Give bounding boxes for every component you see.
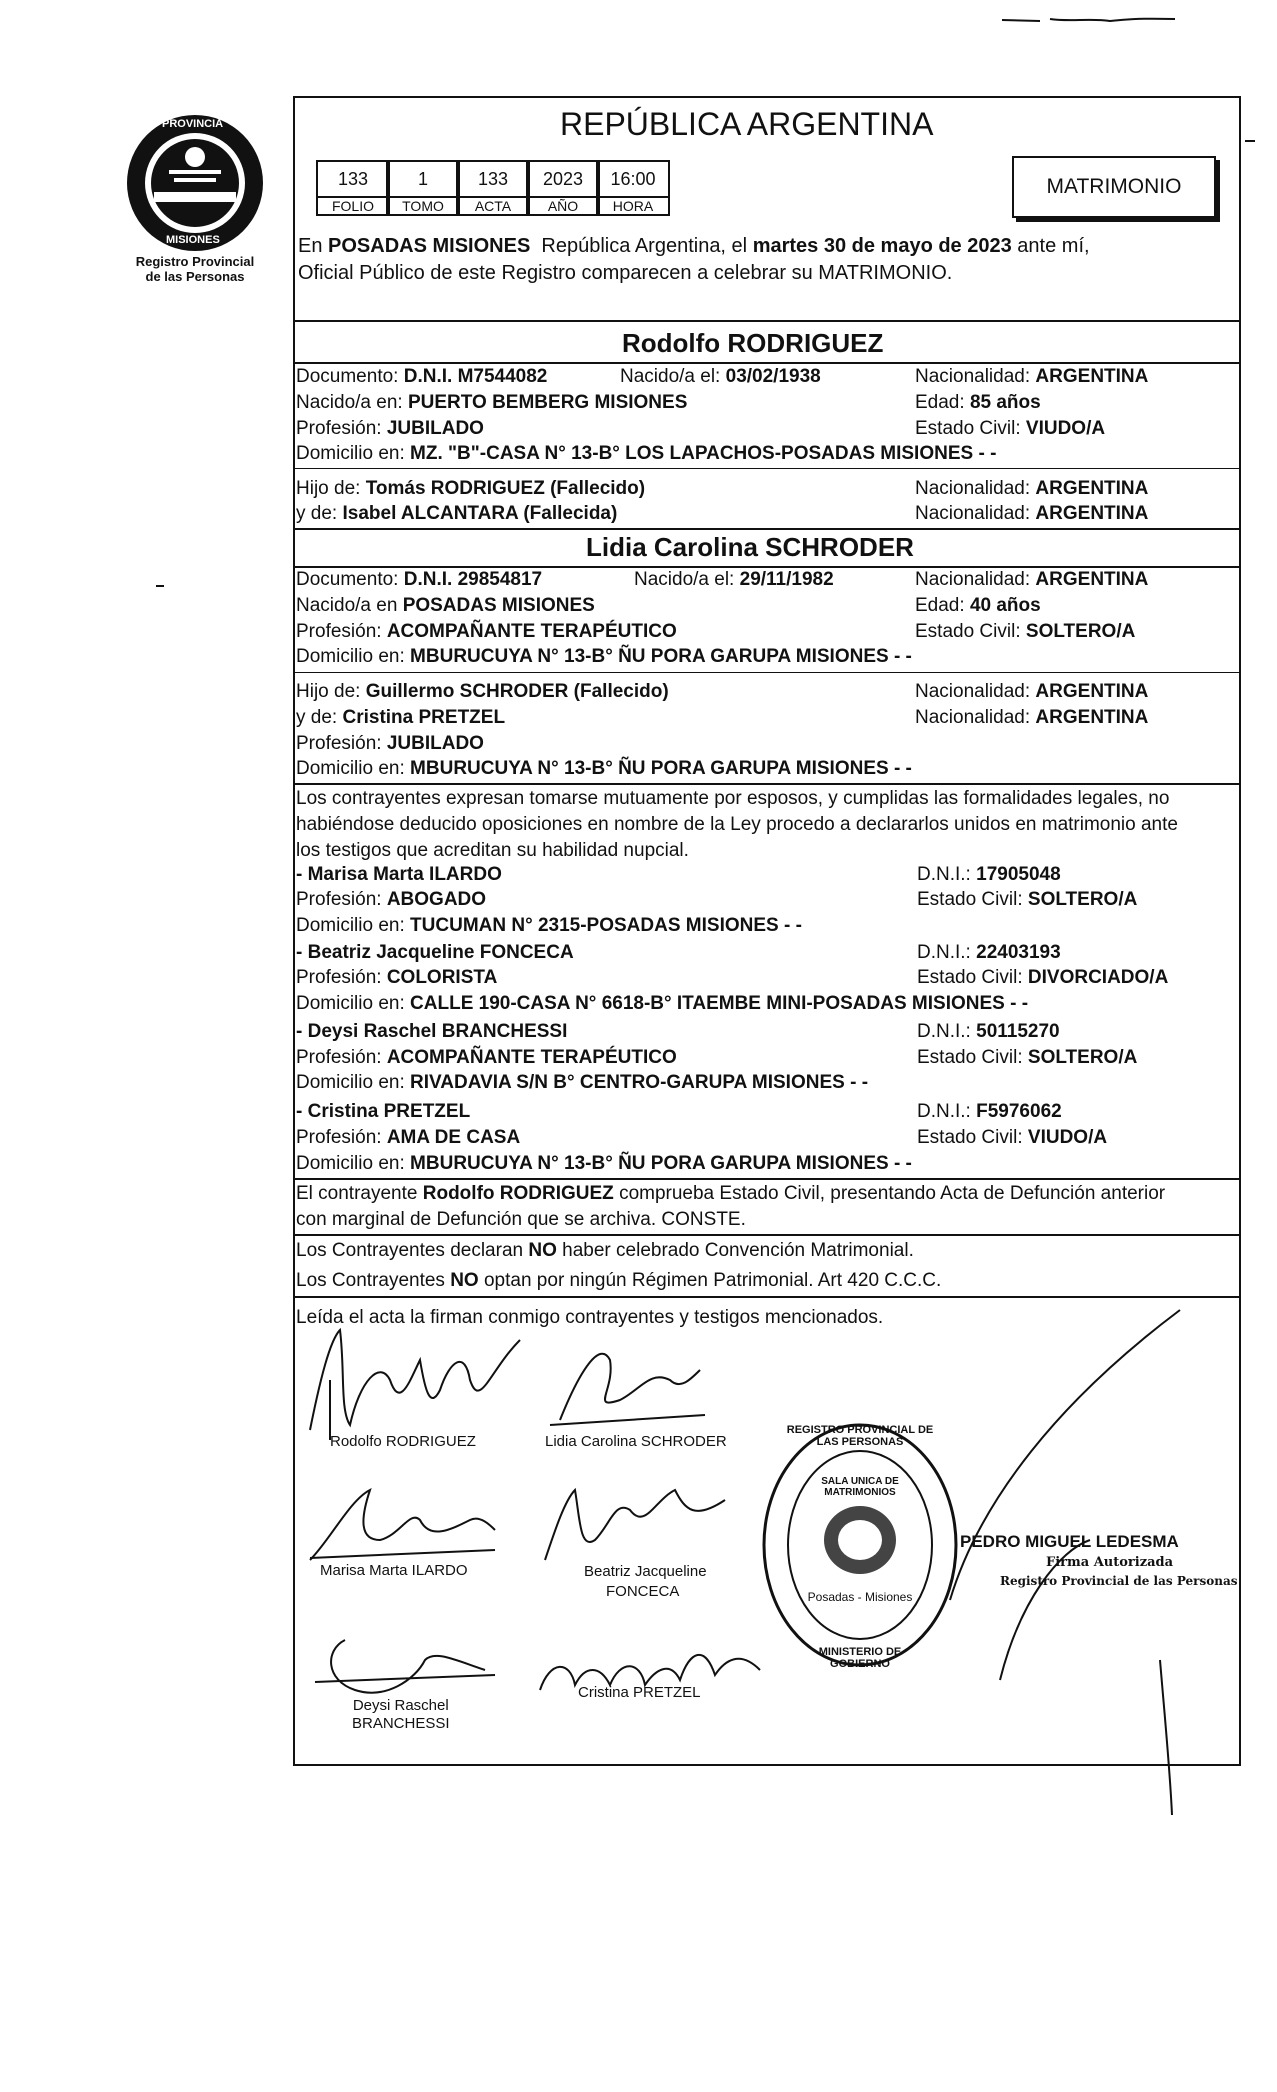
- groom-signature: [300, 1320, 530, 1440]
- bride-prof: Profesión: ACOMPAÑANTE TERAPÉUTICO: [296, 621, 677, 642]
- witness-3-civil: Estado Civil: SOLTERO/A: [917, 1047, 1138, 1068]
- sep-groom-parents: [293, 468, 1241, 469]
- bride-father: Hijo de: Guillermo SCHRODER (Fallecido): [296, 681, 669, 702]
- witness-1-name: - Marisa Marta ILARDO: [296, 864, 502, 885]
- intro-tail: ante mí,: [1017, 235, 1090, 257]
- sep-signatures: [293, 1296, 1241, 1298]
- declaration: [296, 786, 1236, 864]
- witness-3-sig-label-l1: Deysi Raschel: [352, 1697, 449, 1714]
- bride-nat: Nacionalidad: ARGENTINA: [915, 569, 1149, 590]
- seal-ring-bottom: MINISTERIO DE GOBIERNO: [818, 1646, 902, 1670]
- tomo-value: 1: [386, 160, 460, 198]
- bride-birthplace: Nacido/a en POSADAS MISIONES: [296, 595, 595, 616]
- groom-age: Edad: 85 años: [915, 392, 1041, 413]
- declaration-l3: los testigos que acreditan su habilidad nupcial.: [296, 840, 689, 861]
- groom-father: Hijo de: Tomás RODRIGUEZ (Fallecido): [296, 478, 646, 499]
- convention-line1: Los Contrayentes declaran NO haber celebrado Convención Matrimonial.: [296, 1240, 914, 1261]
- bride-age: Edad: 40 años: [915, 595, 1041, 616]
- bride-civil: Estado Civil: SOLTERO/A: [915, 621, 1136, 642]
- sep-bride-name: [293, 566, 1241, 568]
- witness-1-dom: Domicilio en: TUCUMAN N° 2315-POSADAS MISIONES - -: [296, 915, 802, 936]
- tomo-label: TOMO: [386, 198, 460, 216]
- intro-place: POSADAS MISIONES: [328, 235, 531, 257]
- record-type-box: [1012, 156, 1216, 218]
- bride-doc: Documento: D.N.I. 29854817: [296, 569, 543, 590]
- groom-prof: Profesión: JUBILADO: [296, 418, 484, 439]
- groom-name: Rodolfo RODRIGUEZ: [622, 328, 884, 358]
- seal-inner: SALA UNICA DE MATRIMONIOS: [821, 1476, 899, 1498]
- ano-label: AÑO: [526, 198, 600, 216]
- bride-mother-nat: Nacionalidad: ARGENTINA: [915, 707, 1149, 728]
- groom-mother-nat: Nacionalidad: ARGENTINA: [915, 503, 1149, 524]
- witness-2-sig-label-l1: Beatriz Jacqueline: [584, 1563, 707, 1580]
- witness-1-dni: D.N.I.: 17905048: [917, 864, 1061, 885]
- witness-3-name: - Deysi Raschel BRANCHESSI: [296, 1021, 568, 1042]
- witness-4-sig-label: Cristina PRETZEL: [578, 1684, 701, 1701]
- witness-1-prof: Profesión: ABOGADO: [296, 889, 487, 910]
- bride-dom: Domicilio en: MBURUCUYA N° 13-B° ÑU PORA GARUPA MISIONES - -: [296, 646, 912, 667]
- hora-value: 16:00: [596, 160, 670, 198]
- witness-2-signature: [535, 1470, 745, 1570]
- sep-bride-parents: [293, 672, 1241, 673]
- sep-groom-top: [293, 320, 1241, 322]
- witness-1-signature: [300, 1480, 500, 1570]
- witness-2-sig-label-l2: FONCECA: [606, 1583, 680, 1600]
- frame-right: [1239, 96, 1241, 1766]
- official-name: PEDRO MIGUEL LEDESMA: [960, 1532, 1179, 1551]
- hora-label: HORA: [596, 198, 670, 216]
- witness-3-dom: Domicilio en: RIVADAVIA S/N B° CENTRO-GARUPA MISIONES - -: [296, 1072, 869, 1093]
- note-line1: El contrayente Rodolfo RODRIGUEZ comprueba Estado Civil, presentando Acta de Defunción anterior: [296, 1183, 1166, 1204]
- seal-ring-top: REGISTRO PROVINCIAL DE LAS PERSONAS: [786, 1424, 934, 1448]
- convention-line2: Los Contrayentes NO optan por ningún Régimen Patrimonial. Art 420 C.C.C.: [296, 1270, 942, 1291]
- witness-1-sig-label: Marisa Marta ILARDO: [320, 1562, 468, 1579]
- seal-icon: [760, 1420, 960, 1670]
- bride-mother-dom: Domicilio en: MBURUCUYA N° 13-B° ÑU PORA GARUPA MISIONES - -: [296, 758, 912, 779]
- official-seal: [760, 1420, 960, 1670]
- official-org: Registro Provincial de las Personas: [1000, 1574, 1238, 1588]
- closing-text: Leída el acta la firman conmigo contrayentes y testigos mencionados.: [296, 1307, 884, 1328]
- sep-note: [293, 1178, 1241, 1180]
- groom-nat: Nacionalidad: ARGENTINA: [915, 366, 1149, 387]
- witness-2-prof: Profesión: COLORISTA: [296, 967, 498, 988]
- declaration-l2: habiéndose deducido oposiciones en nombre de la Ley procedo a declararlos unidos en matrimonio ante: [296, 814, 1178, 835]
- groom-dom: Domicilio en: MZ. "B"-CASA N° 13-B° LOS LAPACHOS-POSADAS MISIONES - -: [296, 443, 997, 464]
- top-scribble: [1000, 12, 1180, 26]
- intro-date: martes 30 de mayo de 2023: [752, 235, 1012, 257]
- witness-4-civil: Estado Civil: VIUDO/A: [917, 1127, 1108, 1148]
- witness-2-dni: D.N.I.: 22403193: [917, 942, 1061, 963]
- ano-value: 2023: [526, 160, 600, 198]
- folio-label: FOLIO: [316, 198, 390, 216]
- witness-3-sig-label-l2: BRANCHESSI: [352, 1715, 450, 1732]
- witness-3-prof: Profesión: ACOMPAÑANTE TERAPÉUTICO: [296, 1047, 677, 1068]
- margin-tick: [156, 585, 164, 587]
- registry-logo: [124, 112, 266, 254]
- official-title: Firma Autorizada: [1046, 1555, 1174, 1570]
- bride-mother: y de: Cristina PRETZEL: [296, 707, 506, 728]
- witness-3-sig-label: [352, 1697, 450, 1733]
- emblem-icon: [124, 112, 266, 254]
- groom-father-nat: Nacionalidad: ARGENTINA: [915, 478, 1149, 499]
- intro-line1: [298, 234, 1090, 258]
- sep-groom-name: [293, 362, 1241, 364]
- declaration-l1: Los contrayentes expresan tomarse mutuamente por esposos, y cumplidas las formalidades legales, no: [296, 788, 1170, 809]
- groom-born: Nacido/a el: 03/02/1938: [620, 366, 821, 387]
- witness-2-dom: Domicilio en: CALLE 190-CASA N° 6618-B° ITAEMBE MINI-POSADAS MISIONES - -: [296, 993, 1029, 1014]
- witness-4-dni: D.N.I.: F5976062: [917, 1101, 1062, 1122]
- intro-en: En: [298, 235, 323, 257]
- bride-mother-prof: Profesión: JUBILADO: [296, 733, 484, 754]
- witness-2-name: - Beatriz Jacqueline FONCECA: [296, 942, 574, 963]
- logo-caption-line1: Registro Provincial: [135, 254, 255, 269]
- witness-4-name: - Cristina PRETZEL: [296, 1101, 471, 1122]
- bride-born: Nacido/a el: 29/11/1982: [634, 569, 834, 590]
- witness-2-civil: Estado Civil: DIVORCIADO/A: [917, 967, 1169, 988]
- groom-birthplace: Nacido/a en: PUERTO BEMBERG MISIONES: [296, 392, 688, 413]
- witness-4-dom: Domicilio en: MBURUCUYA N° 13-B° ÑU PORA GARUPA MISIONES - -: [296, 1153, 912, 1174]
- witness-1-civil: Estado Civil: SOLTERO/A: [917, 889, 1138, 910]
- acta-value: 133: [456, 160, 530, 198]
- seal-place: Posadas - Misiones: [807, 1590, 913, 1604]
- logo-ring-top: PROVINCIA: [162, 118, 224, 130]
- logo-ring-bottom: MISIONES: [166, 234, 220, 246]
- bride-signature: [540, 1330, 710, 1430]
- bride-sig-label: Lidia Carolina SCHRODER: [545, 1433, 727, 1450]
- frame-left: [293, 96, 295, 1766]
- witness-2-sig-label: [584, 1562, 707, 1602]
- note-line2: con marginal de Defunción que se archiva. CONSTE.: [296, 1209, 746, 1230]
- acta-label: ACTA: [456, 198, 530, 216]
- groom-mother: y de: Isabel ALCANTARA (Fallecida): [296, 503, 618, 524]
- sep-convention: [293, 1234, 1241, 1236]
- groom-doc: Documento: D.N.I. M7544082: [296, 366, 548, 387]
- logo-caption: [110, 254, 280, 284]
- witness-3-dni: D.N.I.: 50115270: [917, 1021, 1060, 1042]
- intro-line2: Oficial Público de este Registro comparecen a celebrar su MATRIMONIO.: [298, 262, 953, 284]
- folio-value: 133: [316, 160, 390, 198]
- record-type: MATRIMONIO: [1046, 175, 1182, 198]
- margin-tick-right: [1245, 140, 1255, 142]
- bride-name: Lidia Carolina SCHRODER: [586, 532, 914, 562]
- groom-sig-label: Rodolfo RODRIGUEZ: [330, 1433, 476, 1450]
- country-title: REPÚBLICA ARGENTINA: [560, 106, 934, 142]
- sep-bride-top: [293, 528, 1241, 530]
- groom-civil: Estado Civil: VIUDO/A: [915, 418, 1106, 439]
- witness-4-prof: Profesión: AMA DE CASA: [296, 1127, 521, 1148]
- intro-mid: República Argentina, el: [541, 235, 748, 257]
- frame-top: [293, 96, 1241, 98]
- bride-father-nat: Nacionalidad: ARGENTINA: [915, 681, 1149, 702]
- sep-declaration: [293, 783, 1241, 785]
- logo-caption-line2: de las Personas: [145, 269, 245, 284]
